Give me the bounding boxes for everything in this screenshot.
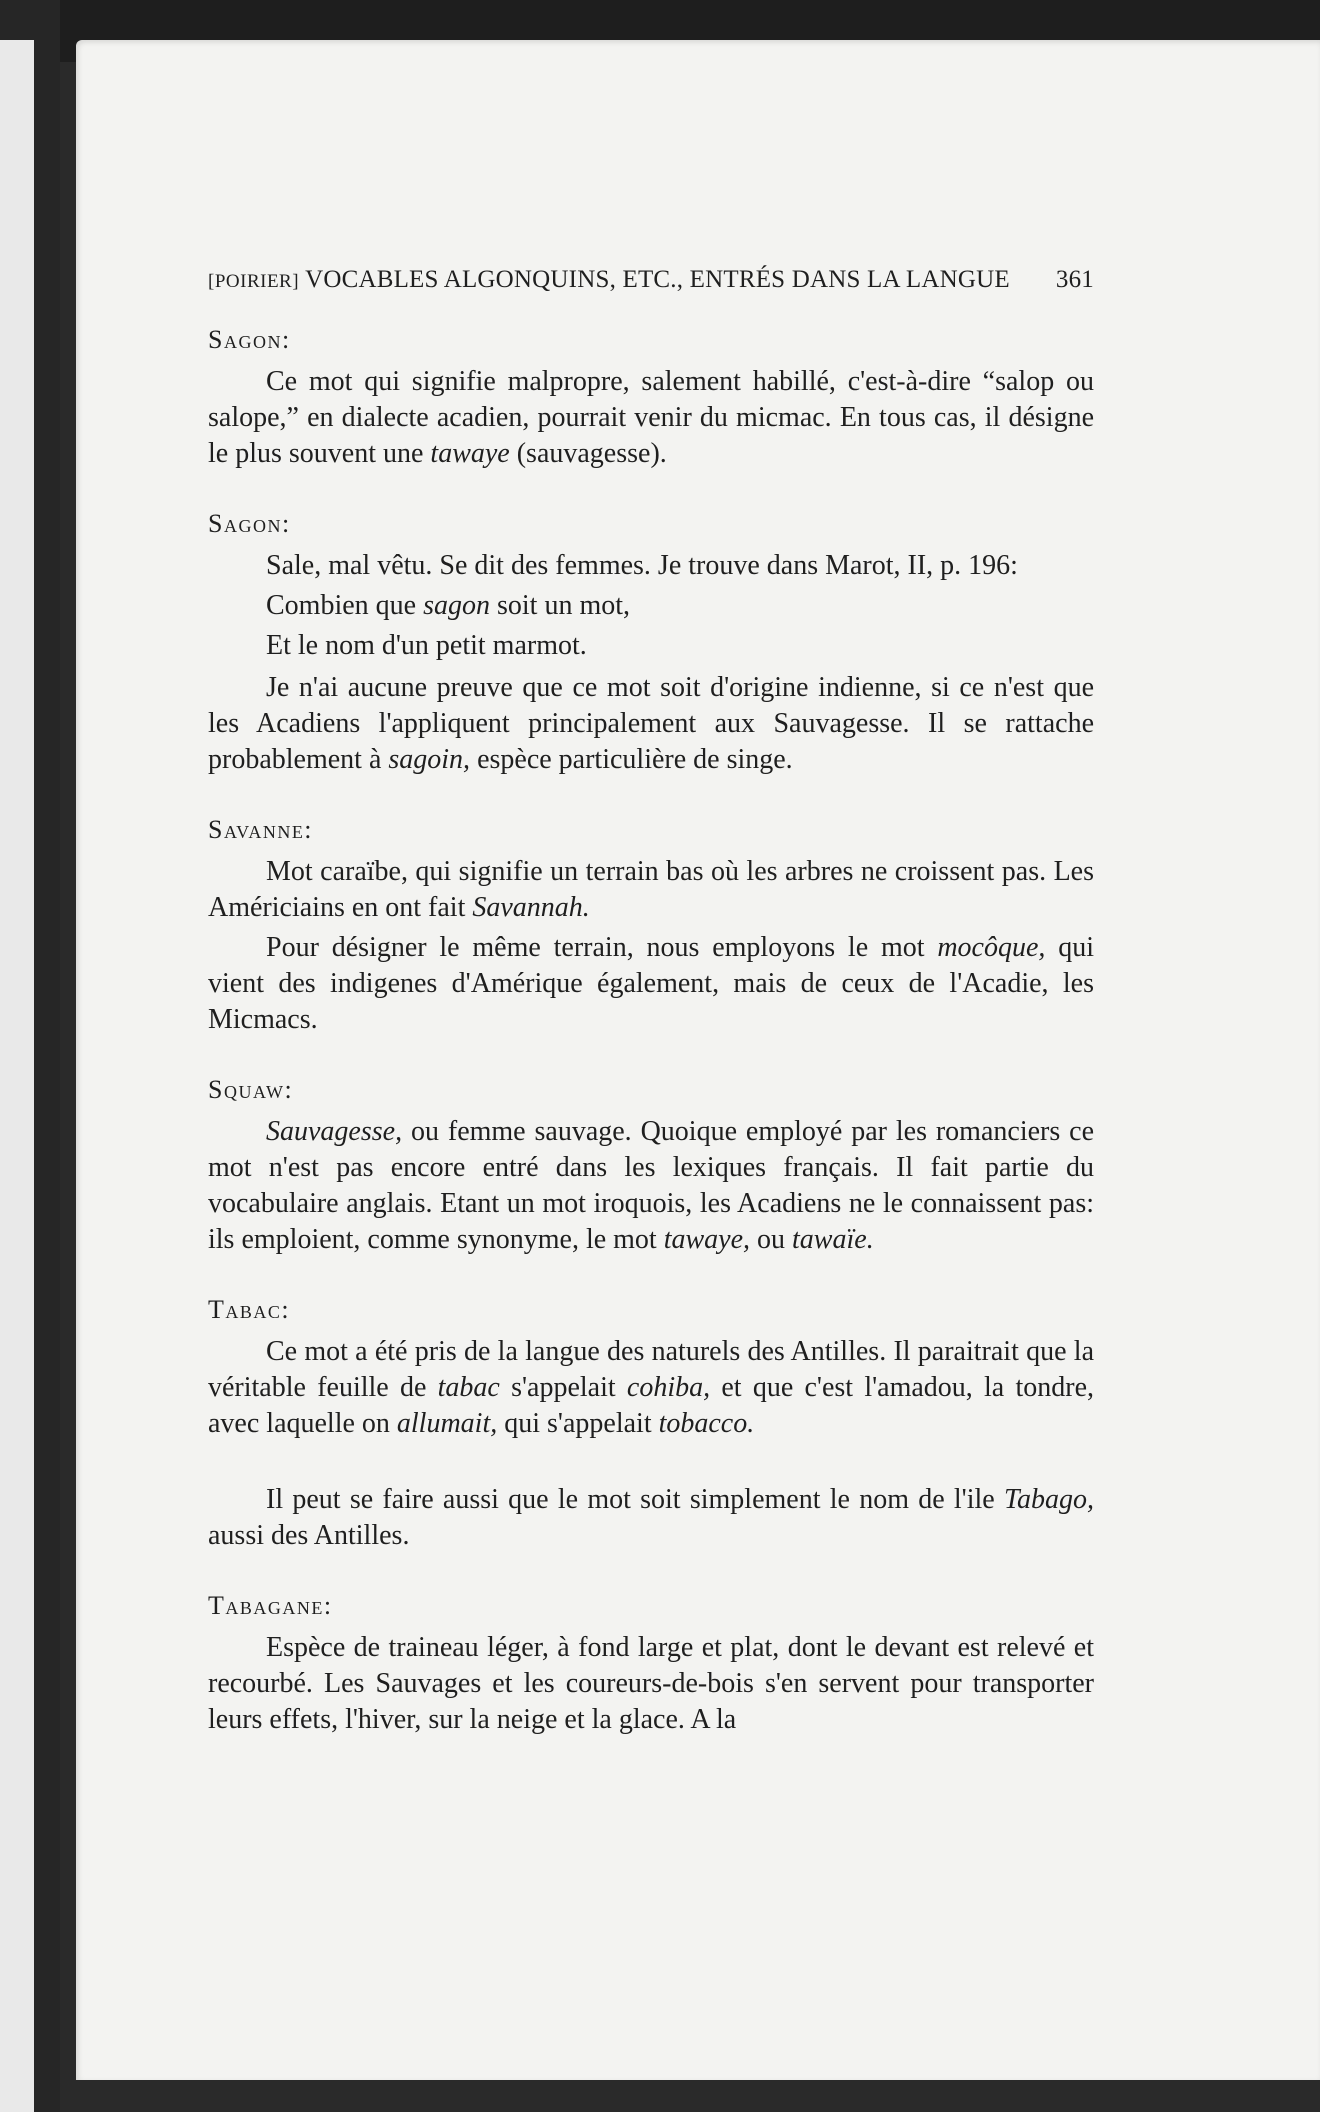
page-body	[208, 262, 1094, 1772]
entry-term: Savanne:	[208, 815, 314, 844]
italic-term: tobacco.	[658, 1408, 755, 1439]
verse-line	[266, 588, 1094, 624]
entry-tabac	[208, 1292, 1094, 1554]
entry-term: Sagon:	[208, 325, 291, 354]
entry-paragraph: Espèce de traineau léger, à fond large et plat, dont le devant est relevé et recourbé. Les Sauvages et les coureurs-de-bois s'en servent pour transporter leurs effets, l'hiver, sur la neige et la glace. A la	[208, 1632, 1094, 1735]
entry-paragraph	[208, 854, 1094, 926]
entry-sagon-1	[208, 322, 1094, 472]
text-run: (sauvagesse).	[509, 438, 667, 469]
italic-term: allumait,	[396, 1408, 498, 1439]
entry-paragraph	[208, 1482, 1094, 1554]
text-run: qui s'appelait	[497, 1408, 659, 1439]
italic-term: mocôque,	[937, 932, 1046, 963]
italic-term: Tabago,	[1003, 1484, 1094, 1515]
text-run: ou femme sauvage. Quoique employé par les romanciers ce mot n'est pas encore entré dans les lexiques français. Il fait partie du vocabulaire anglais. Etant un mot iroquois, les Acadiens ne le connaissent pas: ils emploient, comme synonyme, le mot	[208, 1116, 1094, 1255]
text-run: ou	[750, 1224, 793, 1255]
running-head-title	[208, 262, 1010, 300]
text-run: Il peut se faire aussi que le mot soit simplement le nom de l'ile	[266, 1484, 1004, 1515]
text-run: aussi des Antilles.	[208, 1520, 410, 1551]
page-number: 361	[1055, 266, 1094, 293]
entry-paragraph	[208, 364, 1094, 472]
italic-term: sagoin,	[388, 744, 471, 775]
author-tag: [POIRIER]	[208, 271, 300, 292]
text-run: Ce mot qui signifie malpropre, salement habillé, c'est-à-dire “salop ou salope,” en dialecte acadien, pourrait venir du micmac. En tous cas, il désigne le plus souvent une	[208, 366, 1094, 469]
italic-term: tawaïe.	[792, 1224, 874, 1255]
entry-tabagane	[208, 1588, 1094, 1738]
text-run: espèce particulière de singe.	[470, 744, 793, 775]
text-run: Mot caraïbe, qui signifie un terrain bas où les arbres ne croissent pas. Les Américiains en ont fait	[208, 856, 1094, 923]
verse-quote	[208, 588, 1094, 664]
entry-paragraph	[208, 670, 1094, 778]
text-run: s'appelait	[499, 1372, 627, 1403]
italic-term: tawaye,	[663, 1224, 751, 1255]
text-run: Je n'ai aucune preuve que ce mot soit d'origine indienne, si ce n'est que les Acadiens l'appliquent principalement aux Sauvagesse. Il se rattache probablement à	[208, 672, 1094, 775]
header-title: VOCABLES ALGONQUINS, ETC., ENTRÉS DANS LA LANGUE	[305, 266, 1010, 293]
entry-term: Tabagane:	[208, 1591, 333, 1620]
italic-term: tawaye	[430, 438, 510, 469]
text-run: et que c'est l'amadou, la tondre, avec laquelle on	[208, 1372, 1094, 1439]
italic-term: tabac	[437, 1372, 500, 1403]
entry-paragraph	[208, 930, 1094, 1038]
text-run: Combien que	[266, 590, 424, 621]
italic-term: Savannah.	[472, 892, 590, 923]
entry-term: Squaw:	[208, 1075, 294, 1104]
text-run: soit un mot,	[490, 590, 631, 621]
previous-page-edge	[0, 40, 34, 2112]
entry-squaw	[208, 1072, 1094, 1258]
entry-savanne	[208, 812, 1094, 1038]
text-run: qui vient des indigenes d'Amérique également, mais de ceux de l'Acadie, les Micmacs.	[208, 932, 1095, 1035]
running-head	[208, 262, 1094, 300]
text-run: Ce mot a été pris de la langue des naturels des Antilles. Il paraitrait que la véritable feuille de	[208, 1336, 1094, 1403]
entry-paragraph	[208, 1334, 1094, 1442]
entry-paragraph	[208, 1114, 1094, 1258]
italic-term: cohiba,	[626, 1372, 711, 1403]
italic-term: Sauvagesse,	[266, 1116, 403, 1147]
entry-term: Tabac:	[208, 1295, 291, 1324]
italic-term: sagon	[423, 590, 490, 621]
entry-sagon-2	[208, 506, 1094, 778]
verse-line: Et le nom d'un petit marmot.	[266, 630, 587, 661]
text-run: Pour désigner le même terrain, nous employons le mot	[266, 932, 938, 963]
entry-term: Sagon:	[208, 509, 291, 538]
entry-paragraph: Sale, mal vêtu. Se dit des femmes. Je trouve dans Marot, II, p. 196:	[266, 550, 1018, 581]
